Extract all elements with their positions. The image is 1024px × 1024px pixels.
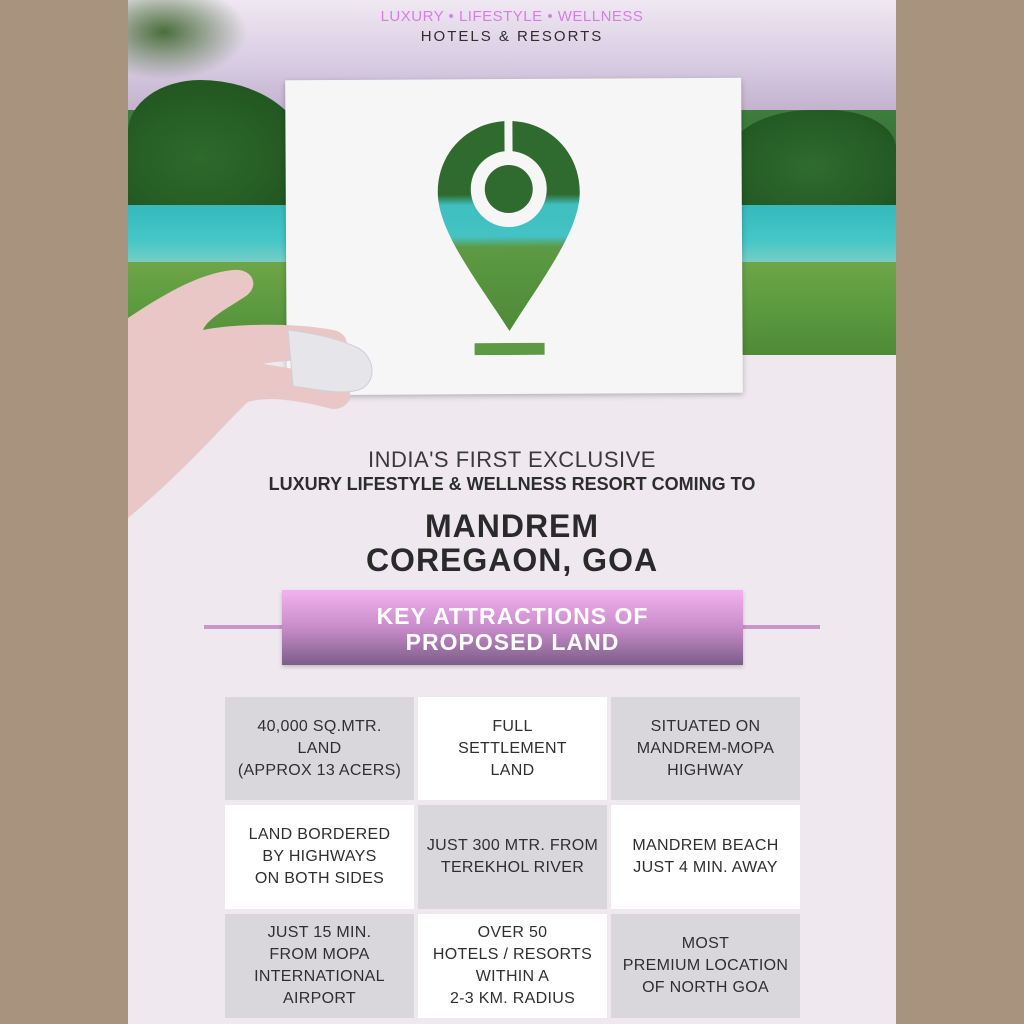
attraction-line: TEREKHOL RIVER xyxy=(440,859,585,876)
attraction-line: OVER 50 xyxy=(477,924,548,941)
attraction-line: 2-3 KM. RADIUS xyxy=(449,990,576,1007)
banner-line1: KEY ATTRACTIONS OF xyxy=(376,603,649,629)
attraction-line: ON BOTH SIDES xyxy=(254,870,385,887)
attraction-line: JUST 300 MTR. FROM xyxy=(426,837,599,854)
location-pin-icon xyxy=(435,119,582,356)
attraction-card xyxy=(418,805,607,909)
attraction-card xyxy=(225,805,414,909)
attraction-card xyxy=(611,805,800,909)
intro-text: INDIA'S FIRST EXCLUSIVE xyxy=(368,447,656,472)
banner-line2: PROPOSED LAND xyxy=(405,629,620,655)
key-attractions-banner xyxy=(282,590,743,665)
attraction-line: MANDREM-MOPA xyxy=(636,739,775,757)
attraction-line: JUST 15 MIN. xyxy=(267,924,372,941)
brand-subtitle: HOTELS & RESORTS xyxy=(420,28,604,45)
attraction-card xyxy=(611,697,800,800)
attraction-card xyxy=(418,914,607,1018)
attraction-line: HIGHWAY xyxy=(667,761,744,779)
attraction-line: MANDREM BEACH xyxy=(632,837,779,854)
location-title-line2: COREGAON, GOA xyxy=(365,542,659,578)
attraction-line: BY HIGHWAYS xyxy=(262,848,377,865)
attraction-card xyxy=(611,914,800,1018)
attraction-card xyxy=(225,914,414,1018)
intro-bold-text: LUXURY LIFESTYLE & WELLNESS RESORT COMING TO xyxy=(268,474,756,494)
attraction-line: HOTELS / RESORTS xyxy=(432,946,593,963)
attraction-line: MOST xyxy=(681,935,730,952)
attraction-line: LAND BORDERED xyxy=(248,826,391,843)
poster xyxy=(128,0,896,1024)
palm-trees-right xyxy=(728,110,896,205)
attraction-line: INTERNATIONAL xyxy=(254,968,385,985)
attraction-line: AIRPORT xyxy=(283,990,356,1007)
attraction-card xyxy=(225,697,414,800)
attraction-line: SITUATED ON xyxy=(650,717,761,735)
attraction-line: 40,000 SQ.MTR. xyxy=(257,717,382,735)
attraction-line: OF NORTH GOA xyxy=(642,979,769,996)
attraction-line: WITHIN A xyxy=(475,968,550,985)
brand-tagline: LUXURY • LIFESTYLE • WELLNESS xyxy=(380,8,644,25)
attraction-card xyxy=(418,697,607,800)
attraction-line: (APPROX 13 ACERS) xyxy=(237,761,402,779)
attractions-grid xyxy=(225,697,799,1019)
attraction-line: JUST 4 MIN. AWAY xyxy=(633,859,778,876)
attraction-line: PREMIUM LOCATION xyxy=(622,957,789,974)
attraction-line: FULL xyxy=(492,717,533,735)
location-title-line1: MANDREM xyxy=(424,508,600,544)
attraction-line: LAND xyxy=(297,739,342,757)
attraction-line: LAND xyxy=(490,761,535,779)
attraction-line: FROM MOPA xyxy=(269,946,370,963)
attraction-line: SETTLEMENT xyxy=(458,739,567,757)
